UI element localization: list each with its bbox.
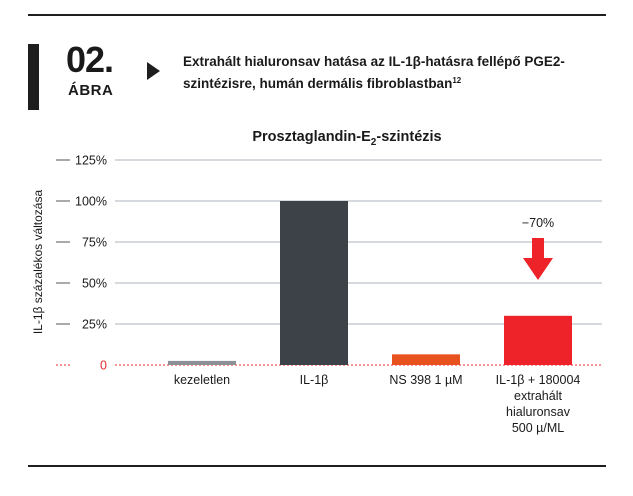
figure-number: 02. xyxy=(66,39,114,80)
x-category-label: IL-1β + 180004 xyxy=(495,373,581,387)
chart-title-main: Prosztaglandin-E xyxy=(252,129,371,145)
down-arrow-icon xyxy=(523,238,553,280)
figure-word: ÁBRA xyxy=(68,82,114,99)
bar xyxy=(392,354,460,365)
bar xyxy=(280,201,348,365)
y-axis-label: IL-1β százalékos változása xyxy=(31,189,45,335)
x-category-label: 500 µ/ML xyxy=(511,421,565,435)
y-tick-label: 100% xyxy=(75,194,107,209)
y-tick-label: 0 xyxy=(100,358,107,373)
y-tick-label: 75% xyxy=(81,235,107,250)
x-category-label: kezeletlen xyxy=(173,373,231,387)
figure-title-text: Extrahált hialuronsav hatása az IL-1β-hatásra fellépő PGE2-szintézisre, humán dermális fibroblastban xyxy=(183,54,565,91)
x-category-label: hialuronsav xyxy=(506,405,570,419)
x-category-label: extrahált xyxy=(514,389,562,403)
chart-title xyxy=(252,129,441,148)
bar xyxy=(504,316,572,365)
figure-title-reference: 12 xyxy=(452,76,462,85)
y-tick-label: 25% xyxy=(81,317,107,332)
x-category-label: NS 398 1 µM xyxy=(389,373,463,387)
annotation-label: −70% xyxy=(521,216,555,230)
x-category-label: IL-1β xyxy=(299,373,329,387)
bar xyxy=(168,361,236,365)
y-tick-label: 50% xyxy=(81,276,107,291)
bottom-rule xyxy=(28,465,606,467)
y-tick-label: 125% xyxy=(75,153,107,168)
chart-title-subscript: 2 xyxy=(370,137,377,148)
chart-title-suffix: -szintézis xyxy=(376,129,442,145)
